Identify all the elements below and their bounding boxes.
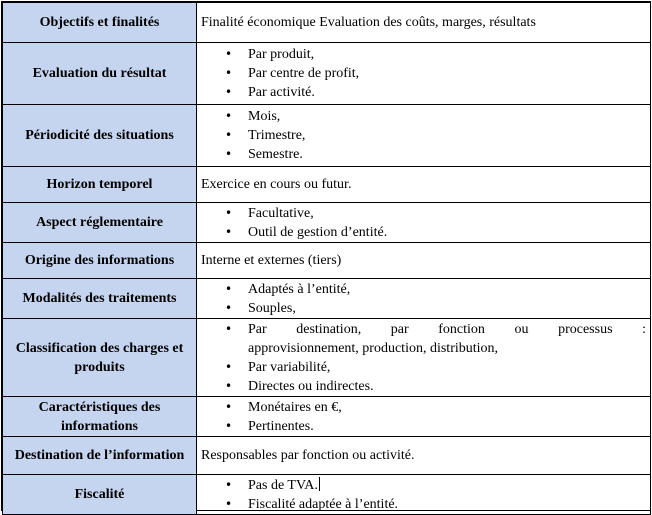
bullet-list	[201, 320, 646, 396]
list-item: • Par centre de profit,	[248, 64, 646, 83]
row-value	[197, 43, 651, 105]
table-row	[3, 203, 651, 243]
list-item: • Mois,	[248, 107, 646, 126]
row-value	[197, 475, 651, 515]
list-item: • Par activité.	[248, 83, 646, 102]
document-table-frame	[1, 1, 651, 511]
list-item: • Directes ou indirectes.	[248, 377, 646, 396]
list-item	[248, 476, 646, 495]
table-row	[3, 319, 651, 397]
table-row	[3, 279, 651, 319]
row-value	[197, 203, 651, 243]
list-item: • Monétaires en €,	[248, 398, 646, 417]
list-item: • Facultative,	[248, 204, 646, 223]
table-row	[3, 243, 651, 279]
row-label: Fiscalité	[3, 475, 197, 515]
row-value	[197, 279, 651, 319]
row-value: Finalité économique Evaluation des coûts, marges, résultats	[197, 3, 651, 43]
row-label: Périodicité des situations	[3, 105, 197, 167]
list-item: • Souples,	[248, 299, 646, 318]
row-label: Horizon temporel	[3, 167, 197, 203]
list-item: • Semestre.	[248, 145, 646, 164]
list-item: • Par destination, par fonction ou processus :	[248, 320, 646, 339]
row-label: Caractéristiques des informations	[3, 397, 197, 437]
table-row	[3, 43, 651, 105]
row-label: Classification des charges et produits	[3, 319, 197, 397]
list-item: • Outil de gestion d’entité.	[248, 223, 646, 242]
row-value: Responsables par fonction ou activité.	[197, 437, 651, 475]
list-item: • Par variabilité,	[248, 358, 646, 377]
comparison-table	[2, 2, 651, 515]
table-row	[3, 397, 651, 437]
bullet-list	[201, 107, 646, 164]
row-value	[197, 397, 651, 437]
row-value: Interne et externes (tiers)	[197, 243, 651, 279]
list-item: • Trimestre,	[248, 126, 646, 145]
list-item: • Adaptés à l’entité,	[248, 280, 646, 299]
row-label: Modalités des traitements	[3, 279, 197, 319]
list-item-text: Pas de TVA.	[248, 477, 318, 493]
table-row	[3, 167, 651, 203]
bullet-list	[201, 45, 646, 102]
text-cursor	[319, 477, 320, 491]
list-item: • Pertinentes.	[248, 417, 646, 436]
row-value	[197, 105, 651, 167]
bullet-list	[201, 398, 646, 436]
table-row	[3, 3, 651, 43]
list-item: • Fiscalité adaptée à l’entité.	[248, 495, 646, 514]
bullet-list	[201, 476, 646, 514]
table-row	[3, 475, 651, 515]
table-row	[3, 105, 651, 167]
row-label: Aspect réglementaire	[3, 203, 197, 243]
row-label: Objectifs et finalités	[3, 3, 197, 43]
row-label: Evaluation du résultat	[3, 43, 197, 105]
row-label: Origine des informations	[3, 243, 197, 279]
row-value: Exercice en cours ou futur.	[197, 167, 651, 203]
row-label: Destination de l’information	[3, 437, 197, 475]
list-item: • Par produit,	[248, 45, 646, 64]
list-item-continuation: approvisionnement, production, distribution,	[248, 340, 499, 356]
bullet-list	[201, 204, 646, 242]
table-row	[3, 437, 651, 475]
row-value	[197, 319, 651, 397]
bullet-list	[201, 280, 646, 318]
